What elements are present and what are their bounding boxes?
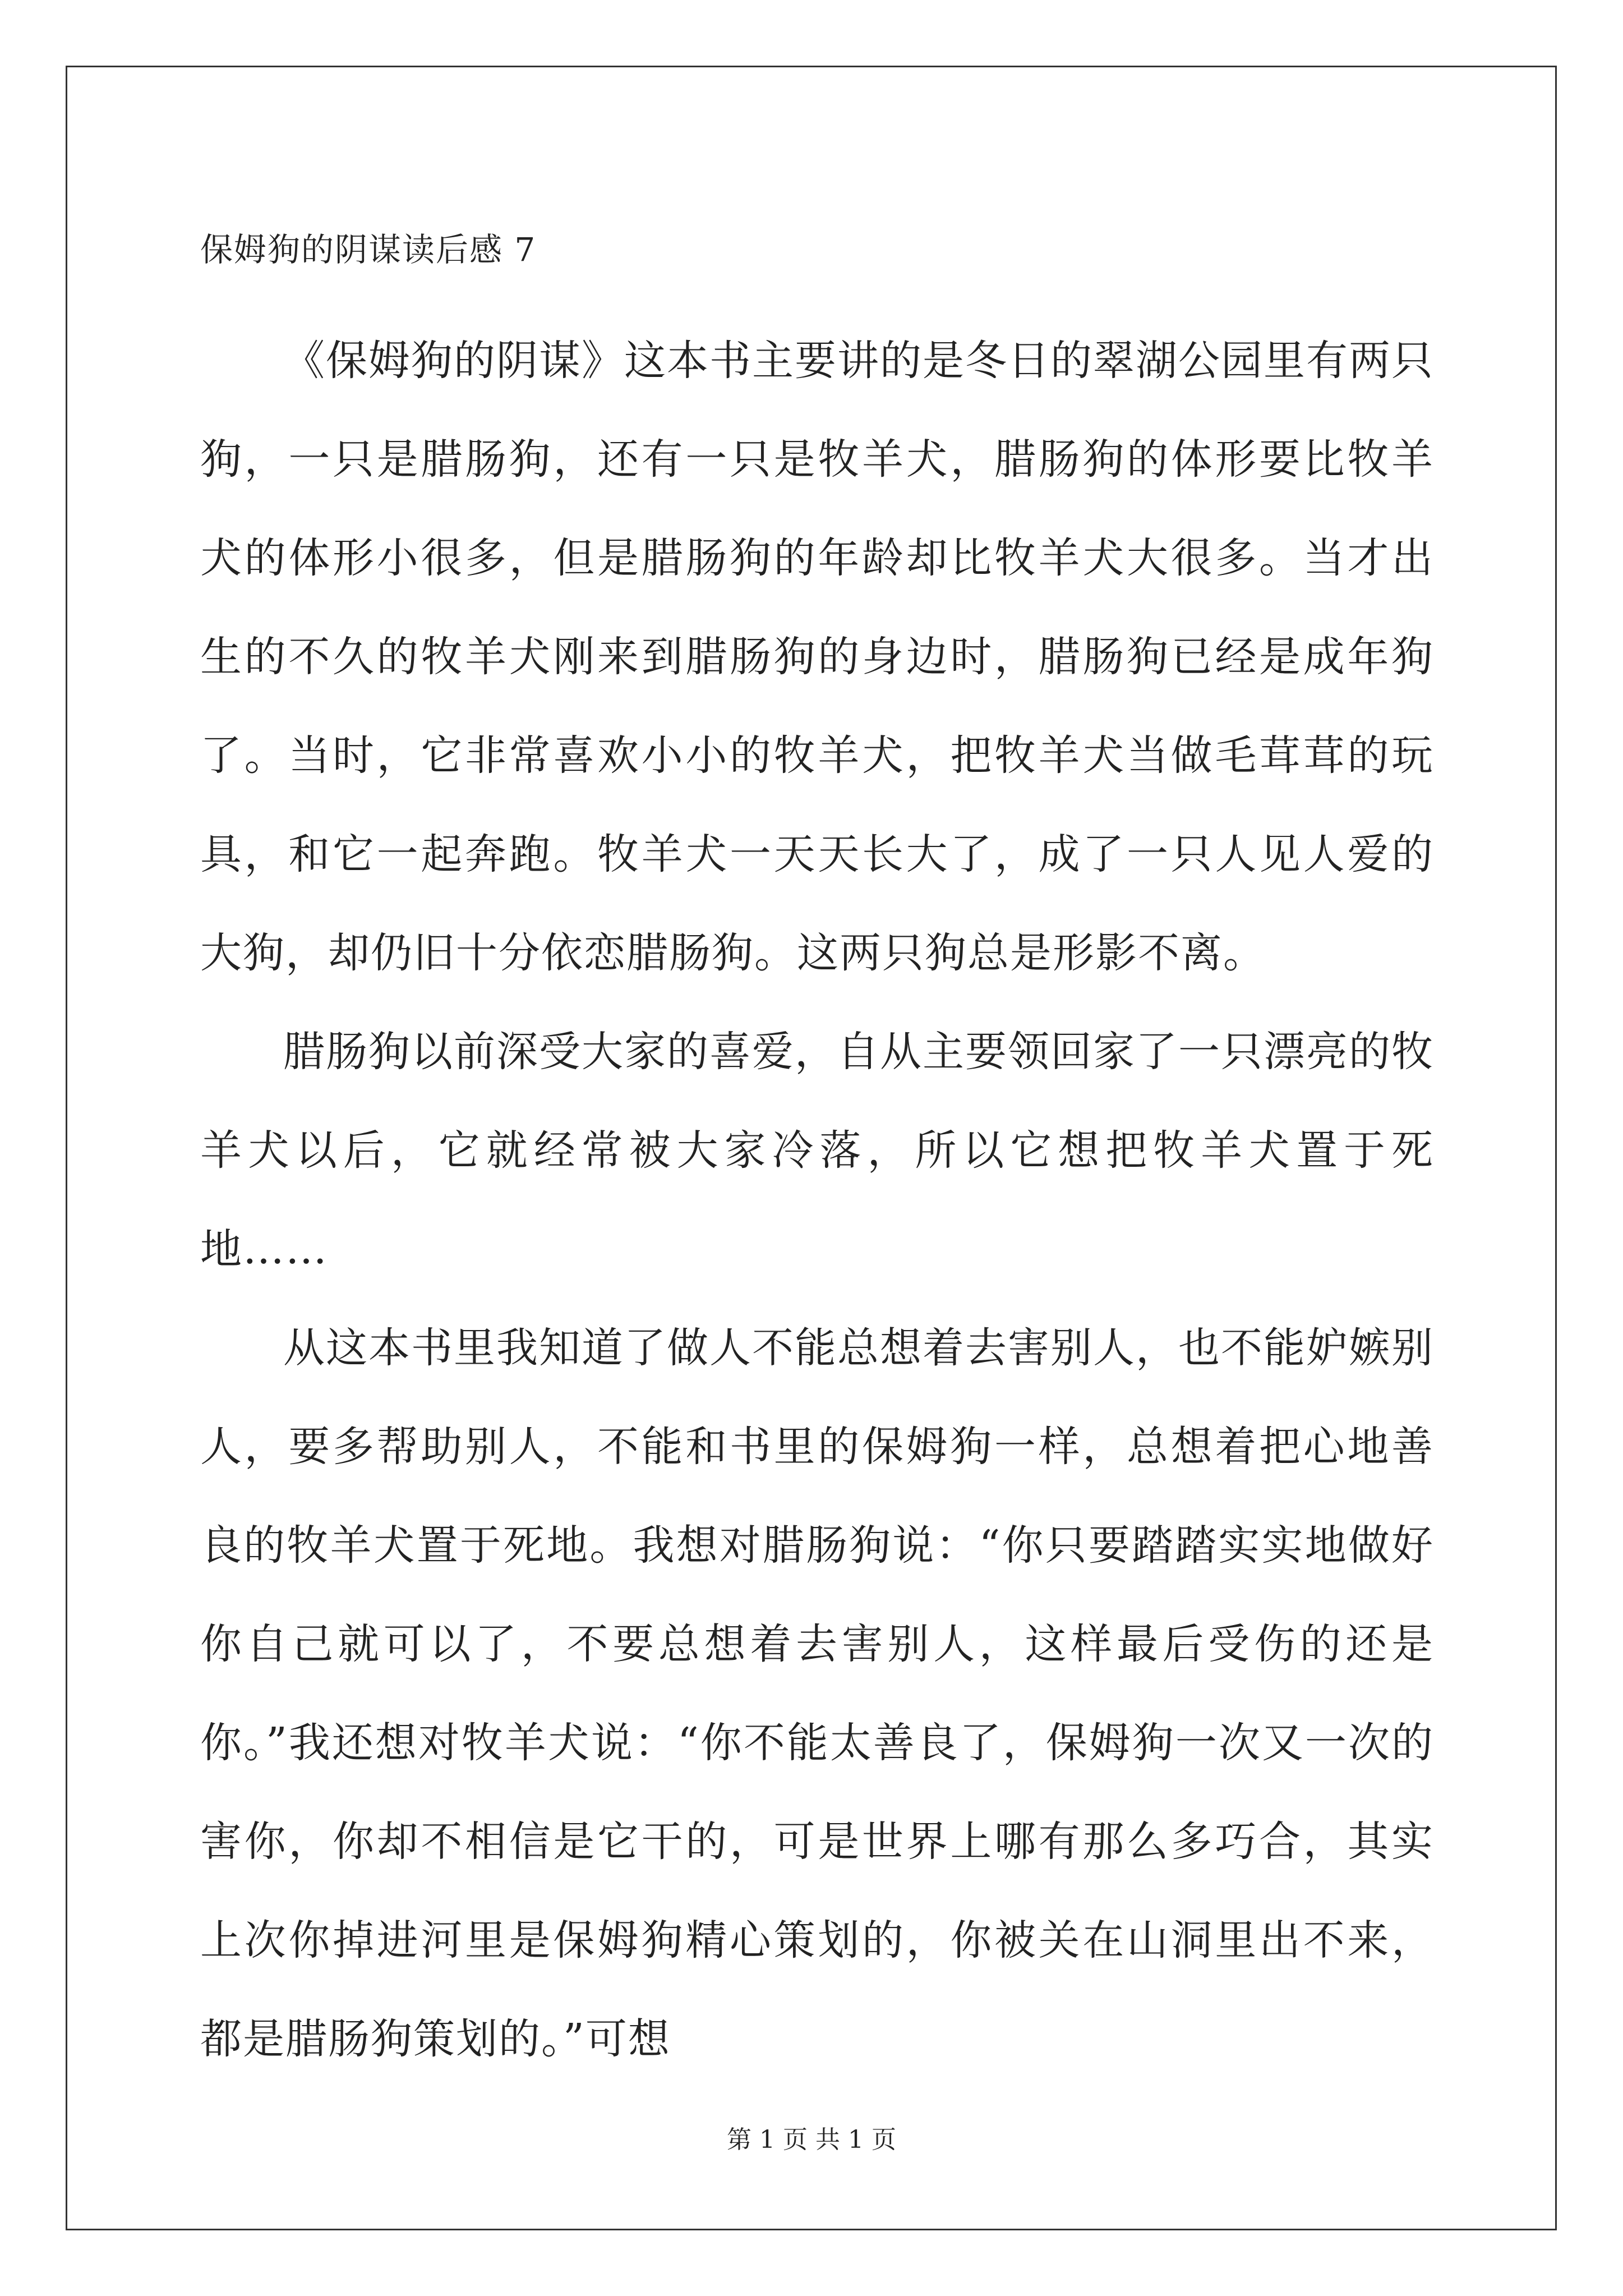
document-body — [200, 222, 1434, 2088]
paragraph-1: 《保姆狗的阴谋》这本书主要讲的是冬日的翠湖公园里有两只狗，一只是腊肠狗，还有一只是牧羊犬，腊肠狗的体形要比牧羊犬的体形小很多，但是腊肠狗的年龄却比牧羊犬大很多。当才出生的不久的牧羊犬刚来到腊肠狗的身边时，腊肠狗已经是成年狗了。当时，它非常喜欢小小的牧羊犬，把牧羊犬当做毛茸茸的玩具，和它一起奔跑。牧羊犬一天天长大了，成了一只人见人爱的大狗，却仍旧十分依恋腊肠狗。这两只狗总是形影不离。 — [200, 337, 1434, 977]
paragraph-3: 从这本书里我知道了做人不能总想着去害别人，也不能妒嫉别人，要多帮助别人，不能和书里的保姆狗一样，总想着把心地善良的牧羊犬置于死地。我想对腊肠狗说：“你只要踏踏实实地做好你自己就可以了，不要总想着去害别人，这样最后受伤的还是你。”我还想对牧羊犬说：“你不能太善良了，保姆狗一次又一次的害你，你却不相信是它干的，可是世界上哪有那么多巧合，其实上次你掉进河里是保姆狗精心策划的，你被关在山洞里出不来，都是腊肠狗策划的。”可想 — [200, 1324, 1434, 2063]
paragraph-2: 腊肠狗以前深受大家的喜爱，自从主要领回家了一只漂亮的牧羊犬以后，它就经常被大家冷落，所以它想把牧羊犬置于死地…… — [200, 1028, 1434, 1273]
page-footer: 第 1 页 共 1 页 — [727, 2125, 896, 2154]
document-title: 保姆狗的阴谋读后感 7 — [200, 231, 537, 269]
